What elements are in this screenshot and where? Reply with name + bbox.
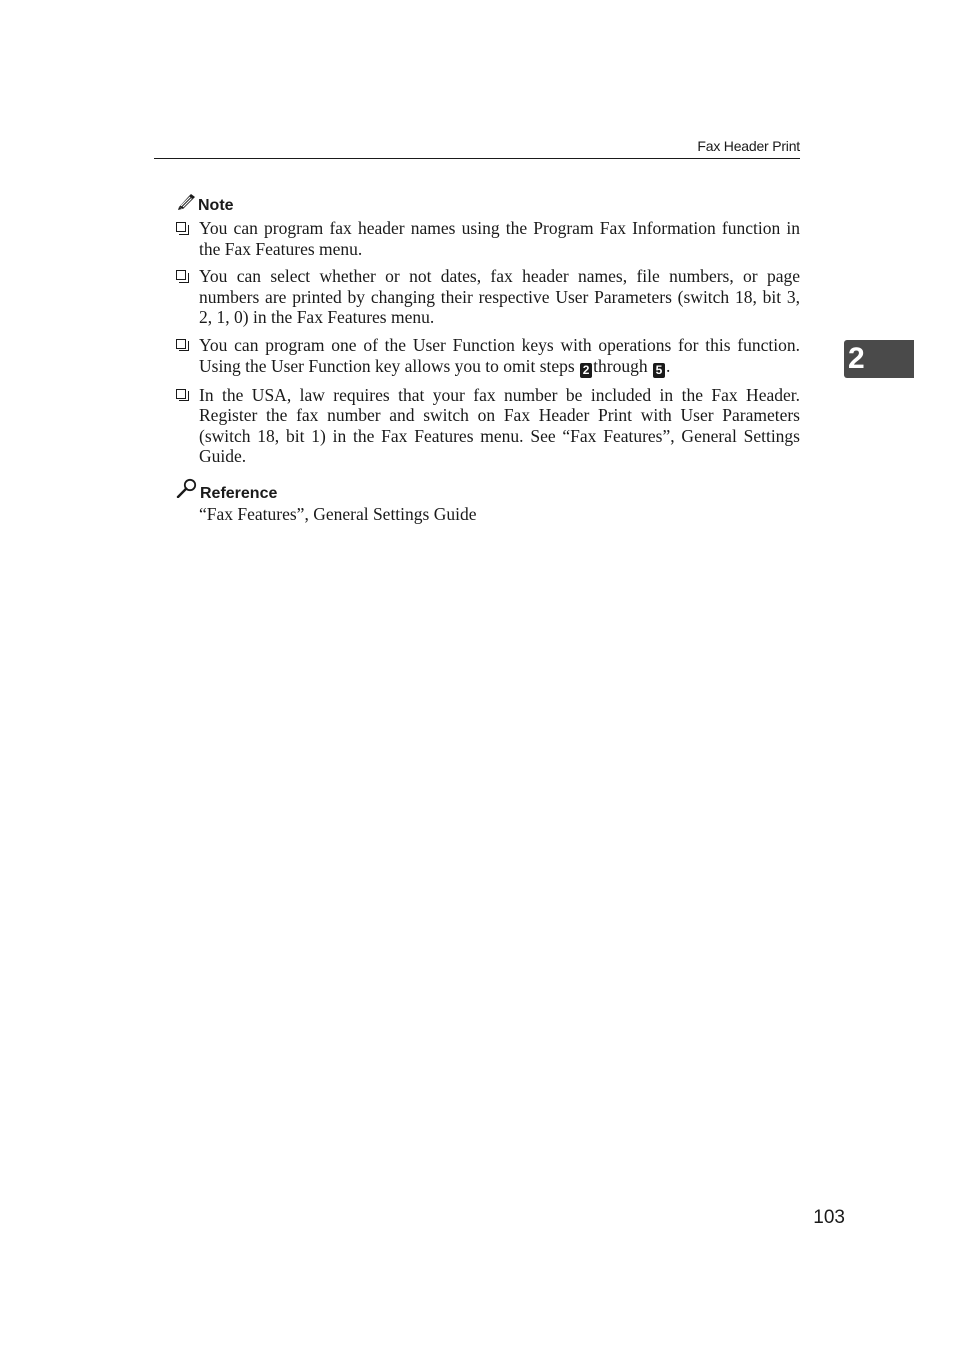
note-item-text: You can program fax header names using the Program Fax Information function in the Fax Features menu.	[199, 218, 800, 259]
pencil-icon	[176, 193, 196, 215]
step-number-badge: 5	[653, 363, 665, 378]
note-item	[176, 218, 800, 259]
note-item-text: You can select whether or not dates, fax header names, file numbers, or page numbers are printed by changing their respective User Parameters (switch 18, bit 3, 2, 1, 0) in the Fax Features menu.	[199, 266, 800, 328]
note-item-text: You can program one of the User Function keys with operations for this function. Using the User Function key allows you to omit steps	[199, 334, 800, 376]
note-item	[176, 385, 800, 467]
running-header-title: Fax Header Print	[697, 138, 800, 154]
checkbox-bullet-icon	[176, 270, 186, 280]
note-item	[176, 335, 800, 378]
checkbox-bullet-icon	[176, 389, 186, 399]
reference-heading-label: Reference	[200, 485, 278, 502]
reference-heading	[176, 478, 277, 503]
checkbox-bullet-icon	[176, 222, 186, 232]
step-number-badge: 2	[580, 363, 592, 378]
note-item	[176, 266, 800, 328]
checkbox-bullet-icon	[176, 339, 186, 349]
page-number: 103	[813, 1207, 845, 1228]
magnifier-icon	[176, 478, 198, 503]
note-item-text: through	[593, 355, 648, 376]
note-item-text: .	[665, 355, 671, 376]
header-rule	[154, 158, 800, 159]
chapter-tab: 2	[844, 340, 914, 378]
note-heading	[176, 193, 234, 215]
reference-text: “Fax Features”, General Settings Guide	[199, 504, 477, 524]
note-heading-label: Note	[198, 197, 234, 214]
note-item-text: In the USA, law requires that your fax number be included in the Fax Header. Register the fax number and switch on Fax Header Print with User Parameters (switch 18, bit 1) in the Fax Features menu. See “Fax Features”, General Settings Guide.	[199, 384, 800, 467]
note-list	[176, 218, 800, 474]
